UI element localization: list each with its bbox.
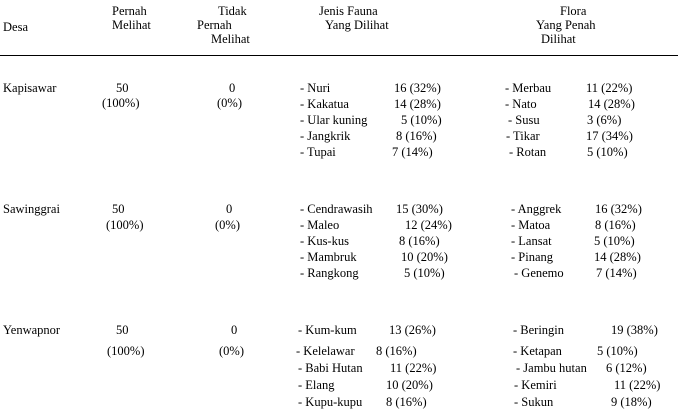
flora-name: - Lansat — [511, 234, 552, 248]
flora-value: 9 (18%) — [611, 395, 652, 409]
fauna-value: 8 (16%) — [396, 129, 437, 143]
flora-value: 5 (10%) — [587, 145, 628, 159]
header-tidak-line3: Melihat — [211, 32, 250, 46]
fauna-name: - Cendrawasih — [300, 202, 373, 216]
flora-name: - Ketapan — [513, 344, 562, 358]
flora-value: 6 (12%) — [606, 361, 647, 375]
fauna-name: - Babi Hutan — [298, 361, 363, 375]
pernah-count: 50 — [112, 202, 125, 216]
fauna-name: - Kakatua — [300, 97, 349, 111]
tidak-percent: (0%) — [215, 218, 240, 232]
pernah-percent: (100%) — [102, 96, 140, 110]
fauna-name: - Nuri — [300, 81, 331, 95]
flora-name: - Tikar — [506, 129, 540, 143]
flora-value: 14 (28%) — [594, 250, 641, 264]
fauna-name: - Kelelawar — [296, 344, 355, 358]
fauna-value: 11 (22%) — [390, 361, 437, 375]
fauna-value: 15 (30%) — [396, 202, 443, 216]
pernah-count: 50 — [116, 323, 129, 337]
tidak-percent: (0%) — [219, 344, 244, 358]
pernah-percent: (100%) — [106, 218, 144, 232]
flora-value: 16 (32%) — [595, 202, 642, 216]
header-desa: Desa — [3, 20, 28, 34]
fauna-name: - Mambruk — [300, 250, 357, 264]
flora-name: - Anggrek — [511, 202, 562, 216]
fauna-name: - Kus-kus — [300, 234, 349, 248]
flora-value: 5 (10%) — [594, 234, 635, 248]
fauna-value: 10 (20%) — [386, 378, 433, 392]
fauna-value: 8 (16%) — [376, 344, 417, 358]
fauna-name: - Kum-kum — [298, 323, 357, 337]
tidak-count: 0 — [229, 81, 236, 95]
header-flora-line1: Flora — [560, 4, 587, 18]
fauna-value: 5 (10%) — [401, 113, 442, 127]
header-flora-line3: Dilihat — [541, 32, 576, 46]
fauna-value: 8 (16%) — [386, 395, 427, 409]
flora-value: 8 (16%) — [595, 218, 636, 232]
fauna-name: - Ular kuning — [300, 113, 368, 127]
fauna-value: 10 (20%) — [401, 250, 448, 264]
tidak-count: 0 — [231, 323, 238, 337]
flora-value: 14 (28%) — [588, 97, 635, 111]
fauna-value: 14 (28%) — [394, 97, 441, 111]
fauna-value: 5 (10%) — [404, 266, 445, 280]
flora-value: 17 (34%) — [586, 129, 633, 143]
fauna-value: 13 (26%) — [389, 323, 436, 337]
header-rule — [0, 55, 678, 56]
fauna-value: 7 (14%) — [392, 145, 433, 159]
flora-name: - Merbau — [505, 81, 552, 95]
flora-value: 3 (6%) — [587, 113, 622, 127]
header-tidak-line1: Tidak — [218, 4, 247, 18]
tidak-percent: (0%) — [217, 96, 242, 110]
flora-value: 7 (14%) — [596, 266, 637, 280]
fauna-name: - Kupu-kupu — [298, 395, 363, 409]
header-pernah-line2: Melihat — [112, 18, 151, 32]
pernah-count: 50 — [116, 81, 129, 95]
header-tidak-line2: Pernah — [197, 18, 232, 32]
flora-name: - Genemo — [514, 266, 564, 280]
fauna-name: - Tupai — [300, 145, 336, 159]
desa-name: Kapisawar — [3, 81, 57, 95]
header-pernah-line1: Pernah — [112, 4, 147, 18]
fauna-value: 16 (32%) — [394, 81, 441, 95]
flora-name: - Rotan — [509, 145, 547, 159]
flora-name: - Beringin — [513, 323, 565, 337]
fauna-name: - Maleo — [300, 218, 340, 232]
flora-name: - Kemiri — [514, 378, 557, 392]
flora-name: - Susu — [508, 113, 540, 127]
header-flora-line2: Yang Penah — [536, 18, 596, 32]
fauna-name: - Jangkrik — [300, 129, 351, 143]
header-fauna-line2: Yang Dilihat — [325, 18, 389, 32]
header-fauna-line1: Jenis Fauna — [319, 4, 378, 18]
flora-value: 11 (22%) — [586, 81, 633, 95]
pernah-percent: (100%) — [107, 344, 145, 358]
fauna-name: - Rangkong — [300, 266, 359, 280]
flora-name: - Pinang — [511, 250, 554, 264]
flora-name: - Sukun — [514, 395, 554, 409]
fauna-value: 12 (24%) — [405, 218, 452, 232]
flora-name: - Matoa — [511, 218, 551, 232]
fauna-name: - Elang — [298, 378, 335, 392]
flora-name: - Jambu hutan — [516, 361, 587, 375]
fauna-value: 8 (16%) — [399, 234, 440, 248]
flora-value: 11 (22%) — [614, 378, 661, 392]
flora-name: - Nato — [505, 97, 537, 111]
desa-name: Sawinggrai — [3, 202, 60, 216]
flora-value: 5 (10%) — [597, 344, 638, 358]
desa-name: Yenwapnor — [3, 323, 61, 337]
tidak-count: 0 — [226, 202, 233, 216]
flora-value: 19 (38%) — [611, 323, 658, 337]
